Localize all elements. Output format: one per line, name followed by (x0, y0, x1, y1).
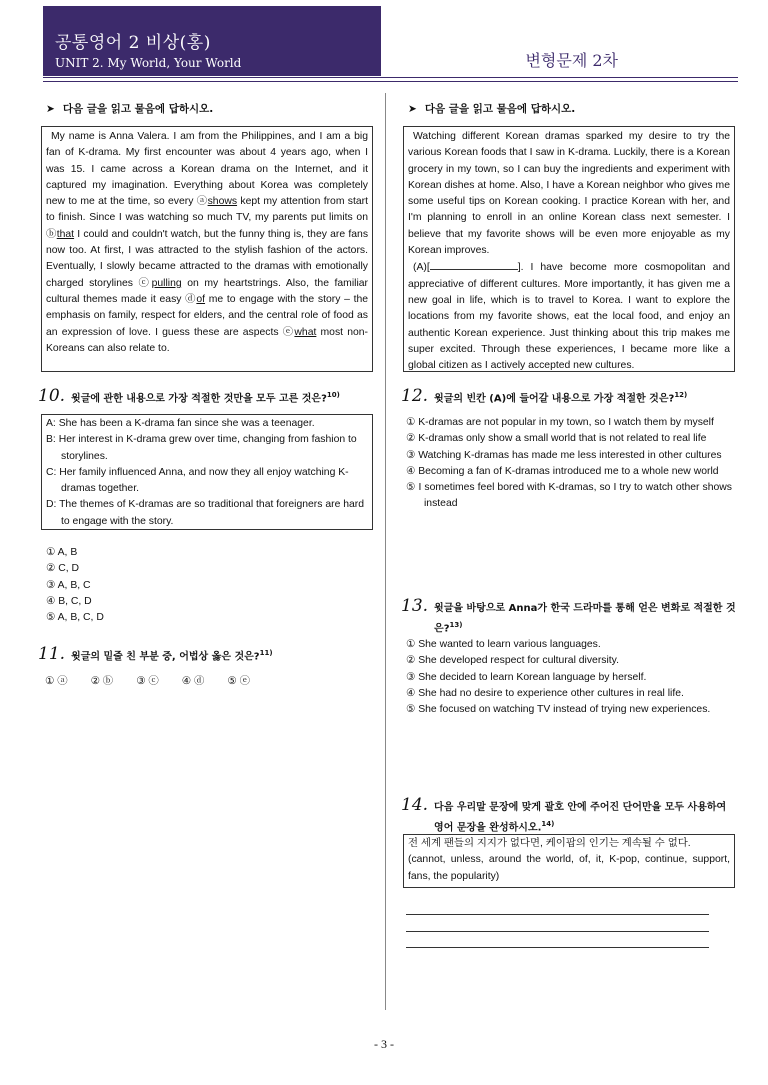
blank-close: ] (517, 262, 521, 274)
question-text (71, 387, 340, 407)
choice-item[interactable]: ③ She decided to learn Korean language by herself. (406, 671, 647, 683)
q14-prompt-box (403, 834, 735, 888)
statement-box (41, 414, 373, 530)
question-prompt: 윗글에 관한 내용으로 가장 적절한 것만을 모두 고른 것은? (71, 393, 327, 404)
choice-item[interactable]: ⑤ A, B, C, D (46, 612, 104, 624)
korean-sentence: 전 세계 팬들의 지지가 없다면, 케이팝의 인기는 계속될 수 없다. (408, 838, 691, 849)
underlined-e: what (294, 326, 317, 338)
arrow-icon: ➤ (46, 103, 55, 115)
question-number: 11. (38, 644, 66, 664)
question-10-header (38, 386, 373, 407)
choice-item[interactable]: ④ She had no desire to experience other cultures in real life. (406, 687, 684, 699)
passage-text: . I have become more cosmopolitan and appreciative of different cultures. More importantly, it has given me a new goal in life, which is to travel to Korea. I want to explore the locations from my favorite shows, eat the local food, and enjoy an authentic Korean experience. Just thinking about this trip makes me super excited. Through these experiences, I became more like a global citizen as I actively accepted new cultures. (408, 262, 730, 372)
q12-choices (406, 415, 732, 513)
instruction-text: 다음 글을 읽고 물음에 답하시오. (62, 103, 214, 115)
answer-line[interactable] (406, 947, 709, 948)
question-13-header (401, 596, 736, 637)
choice-item[interactable]: ② She developed respect for cultural diversity. (406, 655, 619, 667)
header-rule (43, 77, 738, 78)
question-text (434, 800, 736, 836)
answer-line[interactable] (406, 914, 709, 915)
question-prompt: 윗글을 바탕으로 Anna가 한국 드라마를 통해 얻은 변화로 적절한 것은? (434, 603, 736, 635)
word-bank: (cannot, unless, around the world, of, it, K-pop, continue, support, fans, the popularity) (408, 854, 730, 882)
question-12-header (401, 386, 736, 407)
q10-choices (46, 545, 366, 626)
blank-label: (A)[ (413, 262, 430, 274)
question-11-header (38, 644, 373, 665)
choice-item[interactable]: ② K-dramas only show a small world that is not related to real life (406, 433, 707, 445)
passage-paragraph (408, 259, 730, 374)
choice-item[interactable]: ⑤ ⓔ (227, 676, 250, 687)
footnote-ref: 13) (449, 621, 463, 629)
choice-item[interactable]: ④ ⓓ (181, 676, 205, 687)
question-14-header (401, 795, 736, 836)
right-passage (403, 126, 735, 372)
choice-item[interactable]: ③ A, B, C (46, 579, 91, 591)
statement-item: A: She has been a K-drama fan since she was a teenager. (46, 418, 315, 429)
question-text (434, 387, 687, 407)
choice-item[interactable]: ④ B, C, D (46, 595, 92, 607)
header-banner (43, 6, 381, 76)
passage-text: me to engage with the story – the emphasis on family, respect for elders, and the central role of food as an expression of love. I guess these are aspects (46, 293, 369, 338)
passage-paragraph (46, 129, 368, 357)
q11-choices (45, 672, 250, 687)
question-prompt: 윗글의 빈칸 (A)에 들어갈 내용으로 가장 적절한 것은? (434, 393, 675, 404)
choice-item[interactable]: ⑤ I sometimes feel bored with K-dramas, so I try to watch other shows instead (406, 482, 732, 510)
question-number: 10. (38, 386, 66, 406)
passage-text: I could and couldn't watch, but the funny thing is, they are fans now too. At first, I was attracted to the stylish fashion of the actors. Eventually, I slowly became attracted to the dramas with emotionally charged storylines (46, 228, 369, 289)
statement-item: C: Her family influenced Anna, and now they all enjoy watching K-dramas together. (46, 466, 349, 495)
marker-c: ⓒ (138, 277, 152, 289)
footnote-ref: 14) (541, 820, 555, 828)
passage-text: kept my attention from start to finish. Since I was watching so much TV, my parents put limits on (46, 196, 369, 224)
underlined-b: that (56, 228, 75, 240)
question-number: 13. (401, 596, 429, 616)
underlined-d: of (196, 293, 206, 305)
question-text (434, 601, 736, 637)
left-passage (41, 126, 373, 372)
statement-item: B: Her interest in K-drama grew over time, changing from fashion to storylines. (46, 434, 357, 462)
header-rule-thin (43, 81, 738, 82)
arrow-icon: ➤ (408, 103, 417, 115)
q13-choices (406, 637, 732, 718)
page-number: - 3 - (374, 1037, 394, 1051)
unit-title: UNIT 2. My World, Your World (55, 56, 242, 70)
footnote-ref: 10) (326, 390, 340, 399)
choice-item[interactable]: ③ ⓒ (136, 676, 159, 687)
instruction-text: 다음 글을 읽고 물음에 답하시오. (424, 103, 576, 115)
marker-d: ⓓ (185, 293, 197, 305)
footnote-ref: 11) (259, 648, 273, 657)
passage-text: My name is Anna Valera. I am from the Philippines, and I am a big fan of K-drama. My first encounter was about 4 years ago, when I was 15. I came across a Korean drama on the Internet, and it captured my imagination. Everything about Korea was completely new to me at the time, so every (46, 131, 368, 208)
underlined-a: shows (207, 196, 238, 208)
choice-item[interactable]: ① She wanted to learn various languages. (406, 639, 601, 650)
choice-item[interactable]: ③ Watching K-dramas has made me less interested in other cultures (406, 449, 722, 461)
question-prompt: 윗글의 밑줄 친 부분 중, 어법상 옳은 것은? (71, 651, 260, 662)
marker-a: ⓐ (196, 196, 208, 208)
choice-item[interactable]: ② ⓑ (90, 676, 114, 687)
choice-item[interactable]: ① K-dramas are not popular in my town, so I watch them by myself (406, 417, 714, 428)
textbook-title: 공통영어 2 비상(홍) (55, 33, 211, 53)
question-number: 12. (401, 386, 429, 406)
choice-item[interactable]: ① ⓐ (45, 676, 68, 687)
question-number: 14. (401, 795, 429, 815)
passage-text: most non-Koreans can also relate to. (46, 326, 368, 354)
underlined-c: pulling (151, 277, 182, 289)
footnote-ref: 12) (674, 390, 688, 399)
marker-b: ⓑ (46, 228, 57, 240)
left-instruction (46, 101, 213, 116)
column-divider (385, 93, 386, 1010)
choice-item[interactable]: ④ Becoming a fan of K-dramas introduced me to a whole new world (406, 465, 719, 477)
choice-item[interactable]: ⑤ She focused on watching TV instead of trying new experiences. (406, 704, 711, 716)
question-text (71, 645, 272, 665)
passage-paragraph: Watching different Korean dramas sparked my desire to try the various Korean foods that I saw in K-drama. Luckily, there is a Korean grocery in my town, so I can buy the ingredients and experiment with Korean dishes at home. Also, I have a Korean neighbor who gives me some useful tips on Korean cooking. I practice Korean with her, and I'm planning to enroll in an online Korean class next semester. I believe that my favorite shows will be even more enjoyable as my Korean improves. (408, 131, 730, 257)
choice-item[interactable]: ② C, D (46, 563, 79, 575)
marker-e: ⓔ (282, 326, 295, 338)
question-prompt: 다음 우리말 문장에 맞게 괄호 안에 주어진 단어만을 모두 사용하여 영어 문장을 완성하시오. (434, 802, 727, 834)
answer-line[interactable] (406, 931, 709, 932)
passage-text: on my heartstrings. Also, the familiar cultural themes made it easy (46, 277, 369, 305)
choice-item[interactable]: ① A, B (46, 547, 78, 558)
blank-a (430, 259, 518, 270)
right-instruction (408, 101, 575, 116)
statement-item: D: The themes of K-dramas are so traditional that foreigners are hard to engage with the story. (46, 499, 365, 527)
exam-title: 변형문제 2차 (525, 51, 618, 70)
